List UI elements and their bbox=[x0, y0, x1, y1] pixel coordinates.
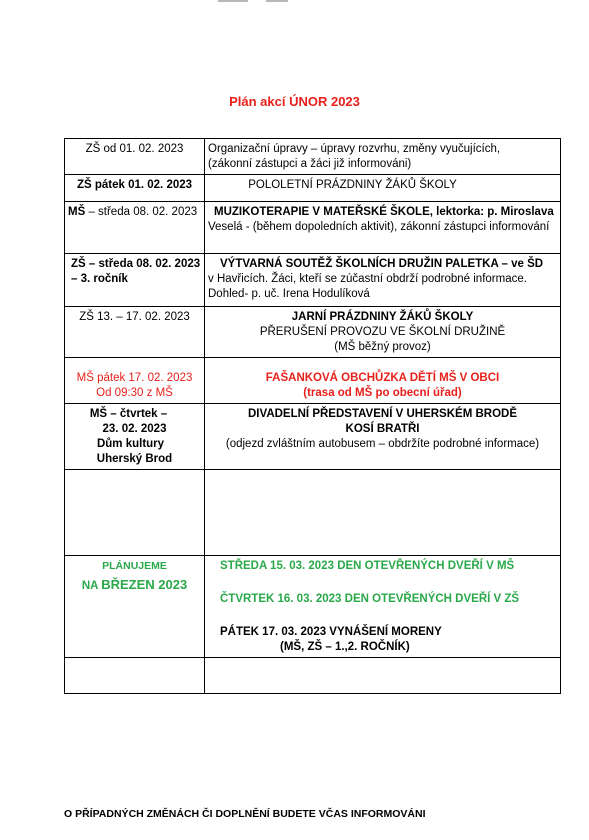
event-date: ZŠ pátek 01. 02. 2023 bbox=[76, 179, 193, 191]
event-description: MUZIKOTERAPIE V MATEŘSKÉ ŠKOLE, lektorka: p. Miroslava bbox=[214, 206, 554, 218]
event-date: MŠ pátek 17. 02. 2023 bbox=[76, 372, 193, 384]
event-date-cell bbox=[65, 404, 205, 470]
event-description-cell bbox=[205, 404, 561, 470]
event-date-school: MŠ bbox=[68, 206, 86, 218]
event-description-cell bbox=[205, 139, 561, 175]
event-description-cell bbox=[205, 358, 561, 404]
event-note: (MŠ běžný provoz) bbox=[334, 341, 431, 353]
page-title: Plán akcí ÚNOR 2023 bbox=[229, 94, 360, 109]
event-date-cell bbox=[65, 175, 205, 202]
planned-event: ČTVRTEK 16. 03. 2023 DEN OTEVŘENÝCH DVEŘÍ V ZŠ bbox=[220, 593, 520, 605]
footer-note: O PŘÍPADNÝCH ZMĚNÁCH ČI DOPLNĚNÍ BUDETE VČAS INFORMOVÁNI bbox=[64, 808, 426, 820]
event-description-cell bbox=[205, 254, 561, 307]
event-venue: Dům kultury bbox=[96, 438, 165, 450]
planned-month: BŘEZEN 2023 bbox=[101, 577, 188, 592]
empty-cell bbox=[205, 470, 561, 556]
empty-cell bbox=[65, 470, 205, 556]
table-row bbox=[65, 202, 561, 254]
event-description: POLOLETNÍ PRÁZDNINY ŽÁKŮ ŠKOLY bbox=[248, 179, 457, 191]
planned-event: STŘEDA 15. 03. 2023 DEN OTEVŘENÝCH DVEŘÍ V MŠ bbox=[220, 560, 515, 572]
event-note: (zákonní zástupci a žáci již informováni) bbox=[208, 158, 412, 170]
event-date-cell bbox=[65, 254, 205, 307]
event-route: (trasa od MŠ po obecní úřad) bbox=[303, 387, 462, 399]
event-date: ZŠ – středa 08. 02. 2023 – 3. ročník bbox=[71, 258, 201, 285]
event-date-cell bbox=[65, 139, 205, 175]
planned-event: PÁTEK 17. 03. 2023 VYNÁŠENÍ MORENY bbox=[220, 626, 442, 638]
table-row bbox=[65, 139, 561, 175]
event-date: ZŠ 13. – 17. 02. 2023 bbox=[79, 311, 190, 323]
event-description-cell bbox=[205, 202, 561, 254]
ruler-mark bbox=[218, 0, 248, 2]
event-note: v Havřicích. Žáci, kteří se zúčastní obdrží podrobné informace. bbox=[208, 273, 527, 285]
event-date-cell bbox=[65, 202, 205, 254]
event-description: VÝTVARNÁ SOUTĚŽ ŠKOLNÍCH DRUŽIN PALETKA – ve ŠD bbox=[220, 258, 544, 270]
table-row bbox=[65, 404, 561, 470]
table-row bbox=[65, 358, 561, 404]
event-title: KOSÍ BRATŘI bbox=[345, 423, 420, 435]
table-row bbox=[65, 556, 561, 658]
table-row bbox=[65, 470, 561, 556]
event-description-cell bbox=[205, 307, 561, 358]
table-row bbox=[65, 658, 561, 694]
events-table bbox=[64, 138, 561, 694]
table-row bbox=[65, 175, 561, 202]
top-ruler-marks bbox=[218, 0, 288, 3]
event-note: PŘERUŠENÍ PROVOZU VE ŠKOLNÍ DRUŽINĚ bbox=[259, 326, 506, 338]
planned-month-line bbox=[68, 577, 201, 594]
table-row bbox=[65, 254, 561, 307]
ruler-mark bbox=[266, 0, 288, 2]
event-note: Veselá - (během dopoledních aktivit), zákonní zástupci informování bbox=[208, 221, 550, 233]
planned-events-cell bbox=[205, 556, 561, 658]
event-description: JARNÍ PRÁZDNINY ŽÁKŮ ŠKOLY bbox=[291, 311, 474, 323]
empty-cell bbox=[65, 658, 205, 694]
event-venue-city: Uherský Brod bbox=[96, 453, 173, 465]
event-date: – středa 08. 02. 2023 bbox=[85, 206, 198, 218]
planned-event-note: (MŠ, ZŠ – 1.,2. ROČNÍK) bbox=[280, 641, 410, 653]
event-date: MŠ – čtvrtek – bbox=[89, 408, 168, 420]
event-date-cell bbox=[65, 358, 205, 404]
event-description: FAŠANKOVÁ OBCHŮZKA DĚTÍ MŠ V OBCI bbox=[265, 372, 500, 384]
event-note: (odjezd zvláštním autobusem – obdržíte podrobné informace) bbox=[225, 438, 540, 450]
event-date: 23. 02. 2023 bbox=[102, 423, 167, 435]
planned-prefix: NA bbox=[81, 580, 102, 592]
event-date-cell bbox=[65, 307, 205, 358]
table-row bbox=[65, 307, 561, 358]
event-time: Od 09:30 z MŠ bbox=[96, 387, 173, 399]
planned-label-cell bbox=[65, 556, 205, 658]
event-description: DIVADELNÍ PŘEDSTAVENÍ V UHERSKÉM BRODĚ bbox=[248, 408, 517, 420]
planned-label: PLÁNUJEME bbox=[102, 560, 167, 572]
event-description: Organizační úpravy – úpravy rozvrhu, změny vyučujících, bbox=[208, 143, 501, 155]
event-supervision: Dohled- p. uč. Irena Hodulíková bbox=[208, 288, 370, 300]
empty-cell bbox=[205, 658, 561, 694]
event-date: ZŠ od 01. 02. 2023 bbox=[85, 143, 184, 155]
event-description-cell bbox=[205, 175, 561, 202]
